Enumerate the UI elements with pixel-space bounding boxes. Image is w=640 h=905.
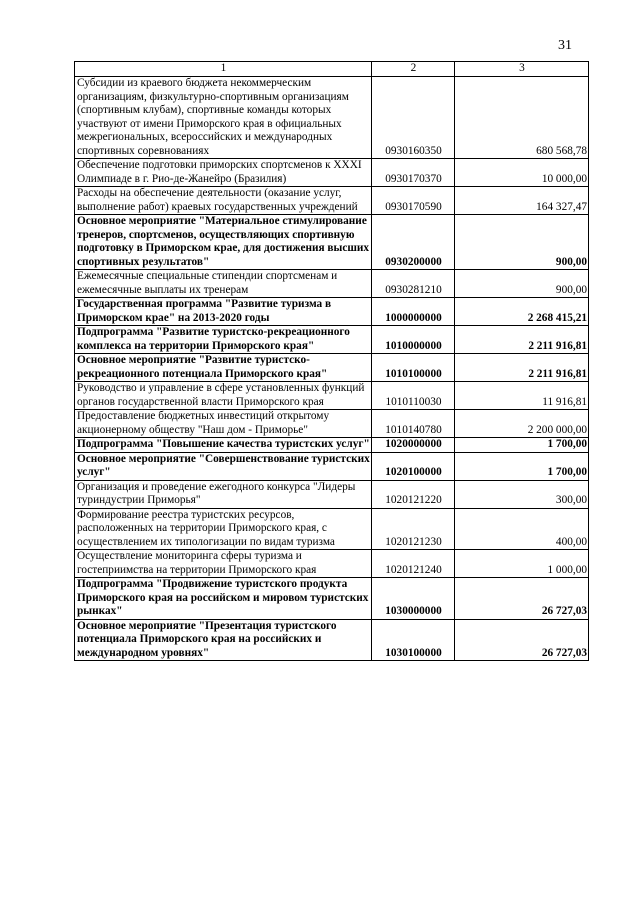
row-amount: 900,00: [455, 270, 589, 298]
row-name: Ежемесячные специальные стипендии спортсменам и ежемесячные выплаты их тренерам: [75, 270, 372, 298]
table-row: [75, 480, 589, 508]
row-code: 1010110030: [372, 382, 455, 410]
row-name: Расходы на обеспечение деятельности (оказание услуг, выполнение работ) краевых государственных учреждений: [75, 187, 372, 215]
table-row: [75, 77, 589, 159]
row-amount: 2 211 916,81: [455, 354, 589, 382]
table-row: [75, 298, 589, 326]
header-col-2: 2: [372, 62, 455, 77]
row-amount: 900,00: [455, 215, 589, 270]
row-code: 1010000000: [372, 326, 455, 354]
row-code: 1020100000: [372, 452, 455, 480]
row-name: Основное мероприятие "Материальное стимулирование тренеров, спортсменов, осуществляющих спортивную подготовку в Приморском крае, для достижения высших спортивных результатов": [75, 215, 372, 270]
header-col-3: 3: [455, 62, 589, 77]
row-amount: 1 700,00: [455, 438, 589, 453]
table-row: [75, 187, 589, 215]
table-row: [75, 354, 589, 382]
row-code: 1030000000: [372, 578, 455, 620]
table-row: [75, 508, 589, 550]
row-amount: 11 916,81: [455, 382, 589, 410]
table-row: [75, 452, 589, 480]
table-row: [75, 619, 589, 661]
row-code: 0930170590: [372, 187, 455, 215]
row-code: 0930160350: [372, 77, 455, 159]
table-row: [75, 159, 589, 187]
table-header-row: [75, 62, 589, 77]
table-row: [75, 215, 589, 270]
row-code: 1020121220: [372, 480, 455, 508]
row-amount: 1 000,00: [455, 550, 589, 578]
row-code: 0930170370: [372, 159, 455, 187]
row-name: Подпрограмма "Продвижение туристского продукта Приморского края на российском и мировом туристских рынках": [75, 578, 372, 620]
page-number: 31: [558, 38, 572, 53]
table-row: [75, 382, 589, 410]
row-code: 1030100000: [372, 619, 455, 661]
row-code: 0930281210: [372, 270, 455, 298]
row-amount: 26 727,03: [455, 619, 589, 661]
row-name: Субсидии из краевого бюджета некоммерческим организациям, физкультурно-спортивным организациям (спортивным клубам), спортивные команды которых участвуют от имени Приморского края в официальных межрегиональных, всероссийских и международных спортивных соревнованиях: [75, 77, 372, 159]
row-name: Государственная программа "Развитие туризма в Приморском крае" на 2013-2020 годы: [75, 298, 372, 326]
row-name: Подпрограмма "Повышение качества туристских услуг": [75, 438, 372, 453]
table-row: [75, 410, 589, 438]
table-row: [75, 270, 589, 298]
budget-table: [74, 61, 589, 661]
budget-table-body: [75, 62, 589, 661]
row-name: Обеспечение подготовки приморских спортсменов к XXXI Олимпиаде в г. Рио-де-Жанейро (Бразилия): [75, 159, 372, 187]
row-amount: 164 327,47: [455, 187, 589, 215]
row-amount: 2 211 916,81: [455, 326, 589, 354]
row-amount: 400,00: [455, 508, 589, 550]
row-code: 1020000000: [372, 438, 455, 453]
row-amount: 10 000,00: [455, 159, 589, 187]
row-amount: 26 727,03: [455, 578, 589, 620]
row-name: Организация и проведение ежегодного конкурса "Лидеры туриндустрии Приморья": [75, 480, 372, 508]
row-name: Руководство и управление в сфере установленных функций органов государственной власти Приморского края: [75, 382, 372, 410]
table-row: [75, 438, 589, 453]
row-name: Формирование реестра туристских ресурсов, расположенных на территории Приморского края, с осуществлением их типологизации по видам туризма: [75, 508, 372, 550]
row-name: Предоставление бюджетных инвестиций открытому акционерному обществу "Наш дом - Приморье": [75, 410, 372, 438]
row-amount: 2 268 415,21: [455, 298, 589, 326]
table-row: [75, 550, 589, 578]
table-row: [75, 326, 589, 354]
table-row: [75, 578, 589, 620]
row-code: 1020121230: [372, 508, 455, 550]
header-col-1: 1: [75, 62, 372, 77]
row-code: 1010140780: [372, 410, 455, 438]
row-name: Подпрограмма "Развитие туристско-рекреационного комплекса на территории Приморского края": [75, 326, 372, 354]
row-amount: 680 568,78: [455, 77, 589, 159]
row-code: 1000000000: [372, 298, 455, 326]
row-name: Основное мероприятие "Совершенствование туристских услуг": [75, 452, 372, 480]
row-code: 0930200000: [372, 215, 455, 270]
row-name: Основное мероприятие "Презентация туристского потенциала Приморского края на российских и международном уровнях": [75, 619, 372, 661]
row-name: Осуществление мониторинга сферы туризма и гостеприимства на территории Приморского края: [75, 550, 372, 578]
row-amount: 300,00: [455, 480, 589, 508]
row-amount: 2 200 000,00: [455, 410, 589, 438]
row-code: 1010100000: [372, 354, 455, 382]
row-code: 1020121240: [372, 550, 455, 578]
row-name: Основное мероприятие "Развитие туристско-рекреационного потенциала Приморского края": [75, 354, 372, 382]
row-amount: 1 700,00: [455, 452, 589, 480]
